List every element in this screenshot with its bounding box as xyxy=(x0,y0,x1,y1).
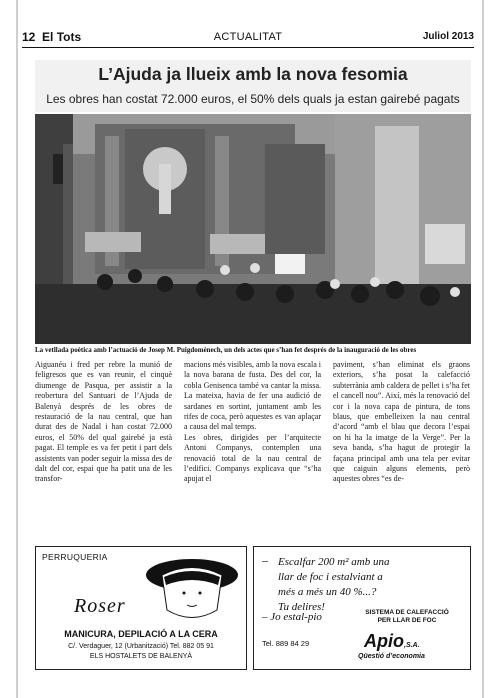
page-edge-right xyxy=(482,0,484,698)
church-interior-photo xyxy=(35,114,471,344)
article-column-2: macions més visibles, amb la nova escala i la nova barana de fusta. Des del cor, la cobla Genisenca també va cantar la missa. La mateixa, havia de fer una audició de sardanes en sortint, juntament amb les rifes de coca, però aquestes es van aplaçar a causa del mal temps. Les obres, dirigides per l’arquitecte Antoni Companys, contemplen una renovació total de la nau central de l’edifici. Companys explicava que “s’ha apujat el xyxy=(184,360,321,484)
ad-tagline: Qüestió d’economia xyxy=(358,653,425,660)
ad-category: PERRUQUERIA xyxy=(42,552,108,562)
apio-logo: Apio,S.A. xyxy=(364,631,420,651)
article-column-1: Aiguanéu i fred per rebre la munió de feligresos que es van reunir, el cinquè diumenge de Pasqua, per assistir a la reobertura del Santuari de l’Ajuda de Balenyà després de les obres de restauració de la nau central, que han durat des de Nadal i han costat 72.000 euros, el 50% del qual gairebé ja està pagat. El temple es va fer petit i part dels assistents van poder seguir la missa des de dalt del cor, espai que ha patit una de les transfor- xyxy=(35,360,172,484)
slogan-dash: – xyxy=(262,553,268,567)
article-subtitle: Les obres han costat 72.000 euros, el 50% dels quals ja estan gairebé pagats xyxy=(46,92,460,106)
ad-telephone: Tel. 889 84 29 xyxy=(262,639,310,648)
ad-signature: – Jo estal-pio xyxy=(262,611,322,623)
header-rule xyxy=(22,47,474,48)
ad-brand-name: Roser xyxy=(74,595,126,617)
section-title: ACTUALITAT xyxy=(213,31,283,43)
running-header xyxy=(22,30,474,48)
page-edge-left xyxy=(16,0,18,698)
ad-services: MANICURA, DEPILACIÓ A LA CERA xyxy=(64,629,218,639)
ad-town: ELS HOSTALETS DE BALENYÀ xyxy=(89,653,193,660)
ad-slogan: Escalfar 200 m² amb una llar de foc i estalviant a més a més un 40 %...? Tu delires! xyxy=(278,556,390,613)
article-photo xyxy=(35,114,471,344)
article-column-3: paviment, s’han eliminat els graons exteriors, s’ha posat la calefacció subterrània amb caldera de pellet i s’ha fet el cancell nou”. Així, més la renovació del cor i la nova capa de pintura, de tons blaus, que embelleixen la nau central d’acord “amb el blau que decora l’espai on hi ha la imatge de la Verge”. Per la seva banda, s’ha hagut de protegir la façana principal amb una tela per evitar que caiguin alguns elements, però aquestes obres “es de- xyxy=(333,360,470,484)
photo-caption: La vetllada poètica amb l’actuació de Josep M. Puigdomènech, un dels actes que s’han fet després de la inauguració de les obres xyxy=(35,346,417,354)
ad-system-heading: SISTEMA DE CALEFACCIÓ PER LLAR DE FOC xyxy=(365,609,449,624)
ad-address: C/. Verdaguer, 12 (Urbanització) Tel. 882 05 91 xyxy=(68,643,214,650)
ad-apio-calefaccio xyxy=(253,546,471,670)
article-title: L’Ajuda ja llueix amb la nova fesomia xyxy=(98,64,408,84)
woman-portrait-illustration xyxy=(142,555,242,625)
headline-block xyxy=(35,60,471,112)
ad-perruqueria-roser xyxy=(35,546,247,670)
page-number-and-publication: 12 El Tots xyxy=(22,30,82,44)
article-body xyxy=(35,360,471,530)
issue-date: Juliol 2013 xyxy=(422,31,474,42)
